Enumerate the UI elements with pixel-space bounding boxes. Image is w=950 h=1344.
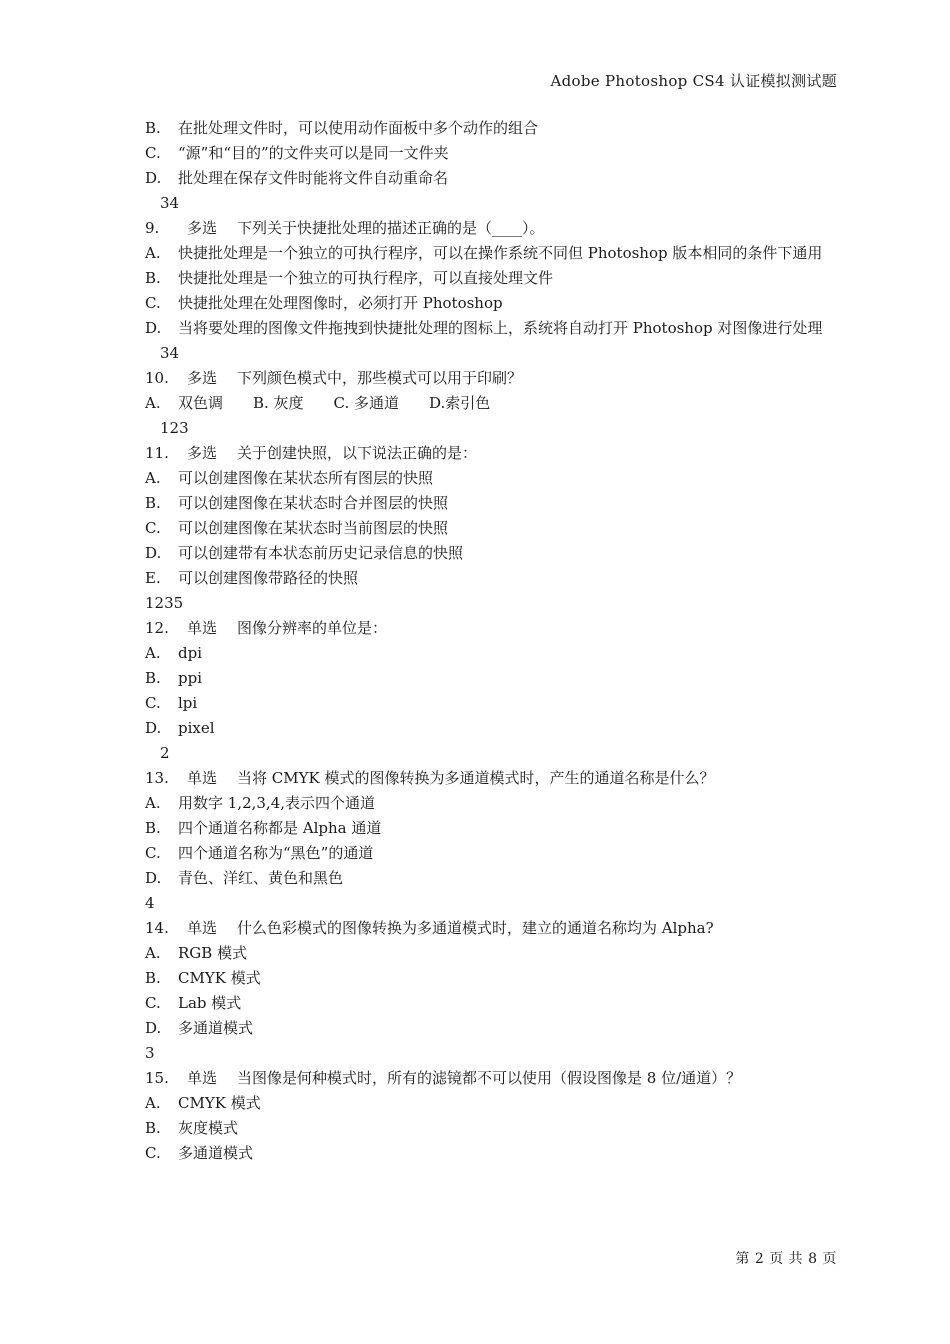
question-type: 单选 [187,1069,218,1087]
answer-key: 123 [160,419,189,437]
question-type: 单选 [187,769,218,787]
option-label: B. [145,669,161,687]
question-type: 单选 [187,919,218,937]
question-text: 下列关于快捷批处理的描述正确的是（____）。 [237,219,545,237]
answer-option [145,641,845,666]
option-label: B. [145,119,161,137]
answer-option [145,466,845,491]
question-number: 14. [145,919,169,937]
question-text: 当将 CMYK 模式的图像转换为多通道模式时，产生的通道名称是什么？ [237,769,715,787]
option-text: RGB 模式 [178,944,248,962]
option-text: 可以创建图像带路径的快照 [178,569,359,587]
option-text: lpi [178,694,198,712]
answer-option [145,841,845,866]
option-text: 可以创建图像在某状态时当前图层的快照 [178,519,449,537]
option-text: ppi [178,669,203,687]
answer-option [145,716,845,741]
question-number: 9. [145,219,160,237]
question [145,616,845,641]
option-text: 快捷批处理是一个独立的可执行程序，可以直接处理文件 [178,269,554,287]
answer-option [145,266,845,291]
answer-option [145,116,845,141]
option-text: 可以创建带有本状态前历史记录信息的快照 [178,544,464,562]
question-text: 图像分辨率的单位是： [237,619,388,637]
option-text: 四个通道名称都是 Alpha 通道 [178,819,382,837]
option-text: Lab 模式 [178,994,242,1012]
option-label: D. [145,1019,162,1037]
option-label: C. [145,144,161,162]
question-text: 关于创建快照，以下说法正确的是： [237,444,478,462]
option-label: B. [145,969,161,987]
page-number: 第 2 页 共 8 页 [735,1251,837,1267]
question-number: 12. [145,619,169,637]
answer-option [145,1116,845,1141]
question [145,1066,845,1091]
option-label: D. [145,544,162,562]
page-header: Adobe Photoshop CS4 认证模拟测试题 [550,72,837,90]
option-label: B. [145,269,161,287]
option-text: 快捷批处理是一个独立的可执行程序，可以在操作系统不同但 Photoshop 版本相同的条件下通用 [178,244,823,262]
question [145,366,845,391]
option-label: D. [145,869,162,887]
option-label: D. [145,719,162,737]
option-text: pixel [178,719,215,737]
answer-key: 3 [145,1044,155,1062]
option-label: C. [145,519,161,537]
answer-option [145,566,845,591]
question-type: 多选 [187,444,218,462]
question-text: 什么色彩模式的图像转换为多通道模式时，建立的通道名称均为 Alpha? [237,919,714,937]
option-label: B. [145,819,161,837]
option-label: B. [145,494,161,512]
question-type: 单选 [187,619,218,637]
option-text: 多通道模式 [178,1019,254,1037]
option-text: 在批处理文件时，可以使用动作面板中多个动作的组合 [178,119,539,137]
question-number: 10. [145,369,169,387]
answer-option [145,141,845,166]
option-label: A. [145,469,161,487]
option-label: A. [145,1094,161,1112]
option-text: 可以创建图像在某状态时合并图层的快照 [178,494,449,512]
answer-option [145,1091,845,1116]
question-text: 当图像是何种模式时，所有的滤镜都不可以使用（假设图像是 8 位/通道）？ [237,1069,742,1087]
option-text: “源”和“目的”的文件夹可以是同一文件夹 [178,144,449,162]
option-label: A. [145,944,161,962]
option-text: 多通道模式 [178,1144,254,1162]
answer-option [145,166,845,191]
option-label: A. [145,794,161,812]
document-body [145,116,845,1166]
question [145,441,845,466]
option-text: 可以创建图像在某状态所有图层的快照 [178,469,434,487]
answer-option [145,291,845,316]
option-text: 双色调 B. 灰度 C. 多通道 D.索引色 [178,394,491,412]
answer-option [145,391,845,416]
option-label: D. [145,169,162,187]
answer-option [145,791,845,816]
answer-option [145,941,845,966]
answer-option [145,866,845,891]
answer-option [145,966,845,991]
answer-option [145,316,845,341]
answer-option [145,816,845,841]
option-text: 快捷批处理在处理图像时，必须打开 Photoshop [178,294,503,312]
question [145,916,845,941]
option-label: A. [145,394,161,412]
answer-key: 34 [160,194,180,212]
option-text: 当将要处理的图像文件拖拽到快捷批处理的图标上，系统将自动打开 Photoshop 对图像进行处理 [178,319,823,337]
option-label: E. [145,569,161,587]
option-label: C. [145,294,161,312]
option-label: C. [145,844,161,862]
option-label: A. [145,644,161,662]
answer-option [145,241,845,266]
answer-option [145,691,845,716]
option-text: 灰度模式 [178,1119,239,1137]
option-text: CMYK 模式 [178,969,261,987]
option-text: 四个通道名称为“黑色”的通道 [178,844,374,862]
answer-key: 2 [160,744,170,762]
answer-option [145,516,845,541]
question-number: 15. [145,1069,169,1087]
answer-option [145,666,845,691]
question [145,216,845,241]
option-text: 青色、洋红、黄色和黑色 [178,869,344,887]
question-type: 多选 [187,219,218,237]
answer-option [145,491,845,516]
answer-option [145,1141,845,1166]
option-label: A. [145,244,161,262]
question-number: 11. [145,444,169,462]
option-text: 用数字 1,2,3,4,表示四个通道 [178,794,376,812]
answer-key: 34 [160,344,180,362]
question [145,766,845,791]
answer-option [145,1016,845,1041]
answer-option [145,991,845,1016]
question-text: 下列颜色模式中，那些模式可以用于印刷？ [237,369,523,387]
option-text: dpi [178,644,203,662]
question-type: 多选 [187,369,218,387]
option-label: C. [145,1144,161,1162]
option-label: B. [145,1119,161,1137]
answer-option [145,541,845,566]
option-label: C. [145,994,161,1012]
option-label: D. [145,319,162,337]
answer-key: 4 [145,894,155,912]
question-number: 13. [145,769,169,787]
option-label: C. [145,694,161,712]
option-text: 批处理在保存文件时能将文件自动重命名 [178,169,449,187]
option-text: CMYK 模式 [178,1094,261,1112]
answer-key: 1235 [145,594,184,612]
